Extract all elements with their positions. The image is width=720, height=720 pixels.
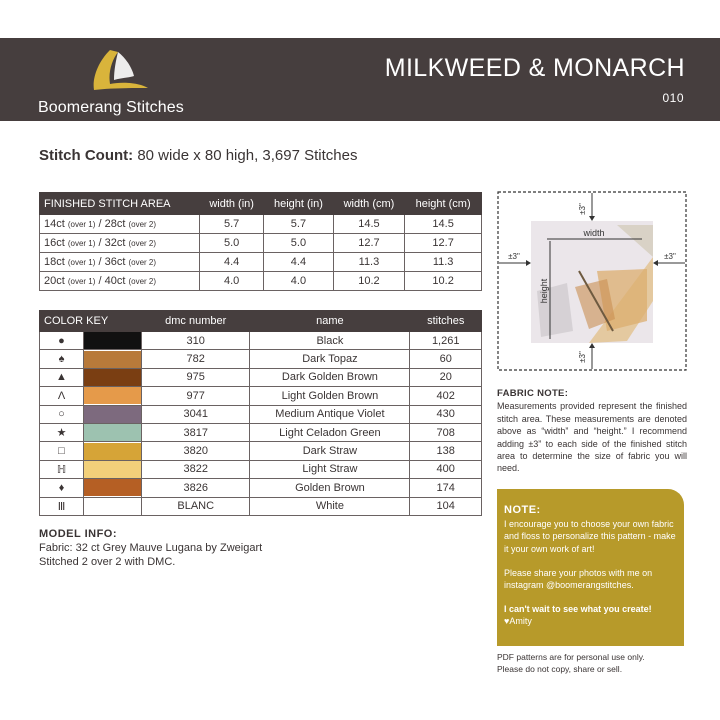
stitch-symbol-icon: ▲ (40, 368, 84, 386)
finished-size-table (39, 192, 482, 291)
stitch-total: 60 (410, 350, 482, 368)
dmc-number: 3817 (142, 423, 250, 441)
arrow-down-icon (589, 216, 595, 221)
size-table-header (40, 193, 482, 215)
pattern-number: 010 (662, 91, 684, 105)
color-key-header-dmc: dmc number (142, 311, 250, 332)
floss-name: Medium Antique Violet (250, 405, 410, 423)
pattern-title: MILKWEED & MONARCH (384, 54, 685, 82)
stitch-symbol-icon: ○ (40, 405, 84, 423)
arrow-up-icon (589, 343, 595, 348)
width-cm: 14.5 (333, 215, 405, 234)
height-dimension-label: height (539, 278, 549, 304)
table-row (40, 253, 482, 272)
color-swatch (84, 442, 142, 460)
dmc-number: 3822 (142, 460, 250, 478)
brand-name: Boomerang Stitches (38, 99, 184, 116)
table-row (40, 215, 482, 234)
table-row (40, 368, 482, 386)
table-row (40, 442, 482, 460)
stitch-symbol-icon: ● (40, 332, 84, 350)
size-header-height-in: height (in) (264, 193, 333, 215)
size-header-height-cm: height (cm) (405, 193, 482, 215)
floss-name: Dark Golden Brown (250, 368, 410, 386)
brand-logo (38, 46, 208, 118)
note-heading: NOTE: (504, 504, 541, 516)
floss-name: Dark Straw (250, 442, 410, 460)
color-key-header (40, 311, 482, 332)
disclaimer-line: Please do not copy, share or sell. (497, 664, 623, 674)
table-row (40, 460, 482, 478)
dmc-number: 782 (142, 350, 250, 368)
stitch-total: 1,261 (410, 332, 482, 350)
dmc-number: 977 (142, 387, 250, 405)
table-row (40, 332, 482, 350)
note-paragraph: Please share your photos with me on instagram @boomerangstitches. (504, 567, 653, 591)
height-cm: 14.5 (405, 215, 482, 234)
floss-name: Light Golden Brown (250, 387, 410, 405)
stitch-count-value: 80 wide x 80 high, 3,697 Stitches (137, 147, 358, 164)
size-header-width-cm: width (cm) (333, 193, 405, 215)
model-info (39, 527, 262, 569)
dmc-number: 310 (142, 332, 250, 350)
width-in: 5.7 (200, 215, 264, 234)
size-header-width-in: width (in) (200, 193, 264, 215)
usage-disclaimer (497, 651, 645, 675)
width-dimension-label: width (583, 228, 605, 238)
model-info-stitching: Stitched 2 over 2 with DMC. (39, 556, 176, 568)
height-in: 4.0 (264, 272, 333, 291)
stitch-symbol-icon: ♦ (40, 479, 84, 497)
disclaimer-line: PDF patterns are for personal use only. (497, 652, 645, 662)
width-cm: 11.3 (333, 253, 405, 272)
floss-name: Light Straw (250, 460, 410, 478)
floss-name: Light Celadon Green (250, 423, 410, 441)
right-margin-label: ±3" (664, 252, 676, 261)
table-row (40, 272, 482, 291)
color-swatch (84, 423, 142, 441)
height-in: 5.0 (264, 234, 333, 253)
width-in: 4.4 (200, 253, 264, 272)
stitch-symbol-icon: □ (40, 442, 84, 460)
model-info-fabric: Fabric: 32 ct Grey Mauve Lugana by Zweigart (39, 542, 263, 554)
floss-name: Dark Topaz (250, 350, 410, 368)
table-row (40, 423, 482, 441)
height-cm: 11.3 (405, 253, 482, 272)
stitch-total: 708 (410, 423, 482, 441)
color-swatch (84, 405, 142, 423)
stitch-symbol-icon: ★ (40, 423, 84, 441)
height-in: 5.7 (264, 215, 333, 234)
note-paragraph: I encourage you to choose your own fabric and floss to personalize this pattern - make it your own work of art! (504, 519, 676, 554)
fabric-note-text: Measurements provided represent the finished stitch area. These measurements are denoted above as “width” and “height.” I recommend adding ±3” to each side of the finished stitch area to determine the size of fabric you will need. (497, 401, 687, 474)
color-key-table (39, 310, 482, 516)
height-cm: 10.2 (405, 272, 482, 291)
arrow-left-icon (653, 260, 658, 266)
color-swatch (84, 387, 142, 405)
stitch-count (39, 147, 357, 164)
fabric-count: 18ct (over 1) / 36ct (over 2) (40, 253, 200, 272)
color-swatch (84, 368, 142, 386)
left-margin-label: ±3" (508, 252, 520, 261)
color-key-header-stitches: stitches (410, 311, 482, 332)
table-row (40, 350, 482, 368)
stitch-symbol-icon: ♠ (40, 350, 84, 368)
color-swatch (84, 497, 142, 515)
dmc-number: 3820 (142, 442, 250, 460)
stitch-total: 174 (410, 479, 482, 497)
width-cm: 12.7 (333, 234, 405, 253)
table-row (40, 497, 482, 515)
size-header-area: FINISHED STITCH AREA (40, 193, 200, 215)
stitch-symbol-icon: ℍ (40, 460, 84, 478)
stitch-total: 104 (410, 497, 482, 515)
color-key-header-label: COLOR KEY (40, 311, 142, 332)
color-swatch (84, 350, 142, 368)
stitch-total: 430 (410, 405, 482, 423)
table-row (40, 234, 482, 253)
color-key-header-name: name (250, 311, 410, 332)
floss-name: White (250, 497, 410, 515)
stitch-count-label: Stitch Count: (39, 147, 134, 164)
dmc-number: 3041 (142, 405, 250, 423)
table-row (40, 405, 482, 423)
dmc-number: 3826 (142, 479, 250, 497)
header-banner (0, 38, 720, 121)
width-in: 5.0 (200, 234, 264, 253)
height-in: 4.4 (264, 253, 333, 272)
top-margin-label: ±3" (578, 203, 587, 215)
note-signature: ♥Amity (504, 616, 532, 627)
table-row (40, 387, 482, 405)
stitch-symbol-icon: Λ (40, 387, 84, 405)
stitch-total: 400 (410, 460, 482, 478)
arrow-right-icon (526, 260, 531, 266)
stitch-total: 402 (410, 387, 482, 405)
color-swatch (84, 332, 142, 350)
width-cm: 10.2 (333, 272, 405, 291)
color-swatch (84, 479, 142, 497)
fabric-note (497, 388, 687, 475)
designer-note (497, 489, 684, 646)
color-swatch (84, 460, 142, 478)
dmc-number: BLANC (142, 497, 250, 515)
stitch-total: 20 (410, 368, 482, 386)
floss-name: Black (250, 332, 410, 350)
fabric-note-heading: FABRIC NOTE: (497, 388, 569, 399)
dmc-number: 975 (142, 368, 250, 386)
bottom-margin-label: ±3" (578, 351, 587, 363)
model-info-heading: MODEL INFO: (39, 528, 118, 540)
boomerang-logo-icon (90, 48, 150, 94)
width-in: 4.0 (200, 272, 264, 291)
height-cm: 12.7 (405, 234, 482, 253)
stitch-total: 138 (410, 442, 482, 460)
fabric-count: 20ct (over 1) / 40ct (over 2) (40, 272, 200, 291)
fabric-size-diagram (497, 191, 687, 371)
stitch-symbol-icon: Ⅲ (40, 497, 84, 515)
fabric-count: 16ct (over 1) / 32ct (over 2) (40, 234, 200, 253)
note-closing: I can't wait to see what you create! (504, 604, 652, 615)
table-row (40, 479, 482, 497)
floss-name: Golden Brown (250, 479, 410, 497)
fabric-count: 14ct (over 1) / 28ct (over 2) (40, 215, 200, 234)
